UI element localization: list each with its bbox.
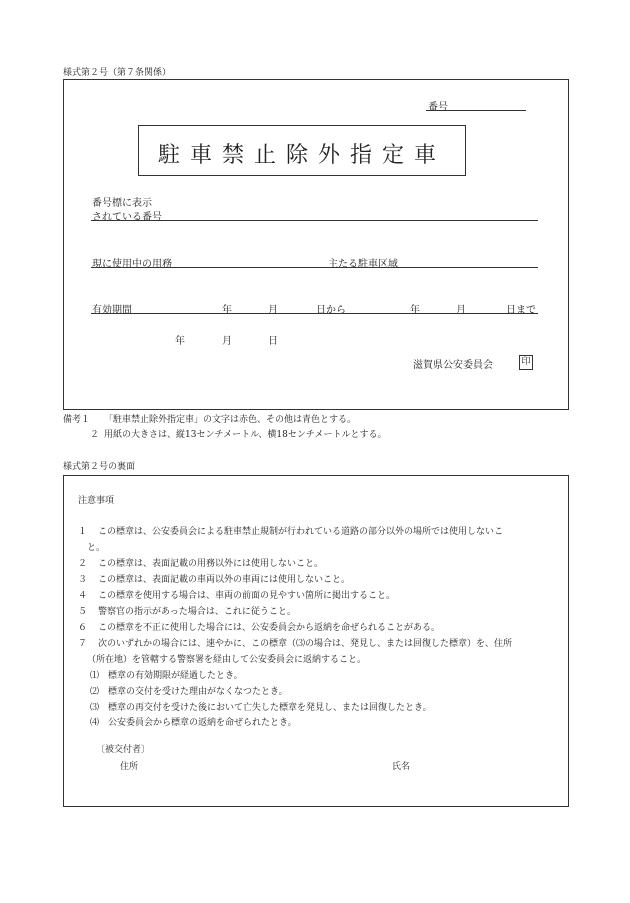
back-label: 様式第２号の裏面 xyxy=(63,462,136,472)
validity-year2: 年 xyxy=(410,305,420,316)
address-label: 住所 xyxy=(120,762,139,772)
seal-mark: 印 xyxy=(519,355,533,370)
note-1-cont: と。 xyxy=(87,543,106,553)
validity-year1: 年 xyxy=(222,305,232,316)
subnote-1-text: 標章の有効期限が経過したとき。 xyxy=(108,671,243,681)
number-label: 番号 xyxy=(428,102,448,113)
validity-until: 日まで xyxy=(506,305,536,316)
note-5-num: ５ xyxy=(78,607,88,617)
title-box xyxy=(138,125,466,176)
recipient-label: 〔被交付者〕 xyxy=(96,745,151,755)
note-2-text: この標章は、表面記載の用務以外には使用しないこと。 xyxy=(98,559,324,569)
use-underline xyxy=(91,267,538,268)
validity-month2: 月 xyxy=(456,305,466,316)
note-1-text: この標章は、公安委員会による駐車禁止規制が行われている道路の部分以外の場所では使用しないこ xyxy=(98,527,504,537)
issuer-name: 滋賀県公安委員会 xyxy=(413,360,493,371)
subnote-1-num: ⑴ xyxy=(90,671,100,681)
validity-underline xyxy=(91,313,538,314)
front-form-label: 様式第２号（第７条関係） xyxy=(63,68,172,78)
subnote-2-num: ⑵ xyxy=(90,687,100,697)
main-area-label: 主たる駐車区域 xyxy=(328,259,398,270)
remark-2-text: 用紙の大きさは、縦13センチメートル、横18センチメートルとする。 xyxy=(104,430,387,440)
subnote-3-num: ⑶ xyxy=(90,703,100,713)
issue-month: 月 xyxy=(222,336,232,347)
note-6-text: この標章を不正に使用した場合には、公安委員会から返納を命ぜられることがある。 xyxy=(98,623,441,633)
remark-1-text: 「駐車禁止除外指定車」の文字は赤色、その他は青色とする。 xyxy=(104,415,357,425)
note-6-num: ６ xyxy=(78,623,88,633)
note-5-text: 警察官の指示があった場合は、これに従うこと。 xyxy=(98,607,296,617)
plate-label-line2: されている番号 xyxy=(92,212,162,223)
notes-heading: 注意事項 xyxy=(78,496,115,506)
note-3-text: この標章は、表面記載の車両以外の車両には使用しないこと。 xyxy=(98,575,351,585)
remark-2-num: ２ xyxy=(90,430,100,440)
plate-underline xyxy=(91,220,538,221)
plate-label-line1: 番号標に表示 xyxy=(92,198,152,209)
validity-from: 日から xyxy=(316,305,346,316)
note-7-num: ７ xyxy=(78,639,88,649)
subnote-2-text: 標章の交付を受けた理由がなくなつたとき。 xyxy=(108,687,288,697)
note-1-num: １ xyxy=(78,527,88,537)
number-underline xyxy=(426,110,526,111)
note-3-num: ３ xyxy=(78,575,88,585)
note-7-cont: （所在地）を管轄する警察署を経由して公安委員会に返納すること。 xyxy=(87,655,367,665)
page-title: 駐車禁止除外指定車 xyxy=(157,143,446,168)
subnote-4-text: 公安委員会から標章の返納を命ぜられたとき。 xyxy=(108,718,297,728)
note-4-text: この標章を使用する場合は、車両の前面の見やすい箇所に掲出すること。 xyxy=(98,591,396,601)
note-7-text: 次のいずれかの場合には、速やかに、この標章（⑶の場合は、発見し、または回復した標章）を、住所 xyxy=(98,639,513,649)
issue-year: 年 xyxy=(175,336,185,347)
current-use-label: 現に使用中の用務 xyxy=(92,259,172,270)
note-4-num: ４ xyxy=(78,591,88,601)
validity-label: 有効期間 xyxy=(92,305,132,316)
subnote-4-num: ⑷ xyxy=(90,718,100,728)
validity-month1: 月 xyxy=(268,305,278,316)
remark-1-num: 備考１ xyxy=(63,415,91,425)
issue-day: 日 xyxy=(268,336,278,347)
name-label: 氏名 xyxy=(392,762,411,772)
note-2-num: ２ xyxy=(78,559,88,569)
subnote-3-text: 標章の再交付を受けた後において亡失した標章を発見し、または回復したとき。 xyxy=(108,703,432,713)
